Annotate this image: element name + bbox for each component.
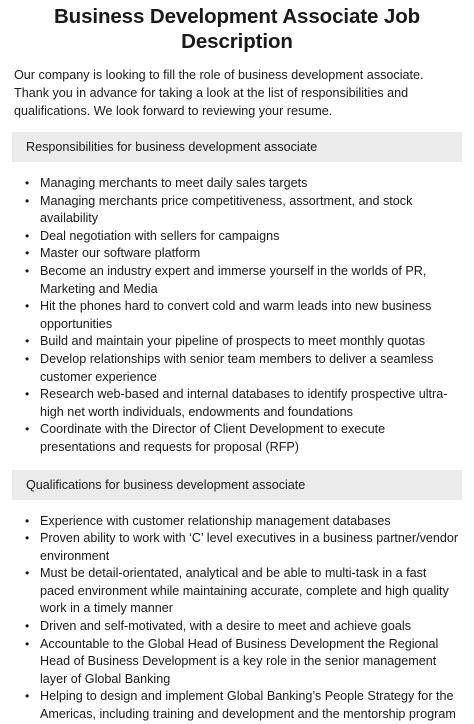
bullet-icon: • — [25, 246, 30, 261]
list-item — [12, 513, 462, 531]
bullet-icon: • — [25, 387, 30, 402]
responsibilities-header: Responsibilities for business development associate — [12, 132, 462, 162]
list-item-text: Develop relationships with senior team members to deliver a seamless customer experience — [40, 351, 434, 384]
list-item-text: Build and maintain your pipeline of prospects to meet monthly quotas — [40, 334, 426, 349]
list-item — [12, 175, 462, 193]
intro-paragraph: Our company is looking to fill the role of business development associate. Thank you in advance for taking a look at the list of responsibilities and qualifications. We look forward to reviewing your resume. — [14, 68, 424, 118]
list-item — [12, 386, 462, 421]
page-title: Business Development Associate Job Description — [53, 5, 421, 53]
bullet-icon: • — [25, 513, 30, 528]
list-item — [12, 688, 462, 723]
bullet-icon: • — [25, 636, 30, 651]
list-item-text: Managing merchants to meet daily sales targets — [40, 176, 308, 190]
bullet-icon: • — [25, 619, 30, 634]
list-item-text: Research web-based and internal databases to identify prospective ultra-high net worth individuals, endowments and foundations — [40, 387, 448, 419]
list-item-text: Driven and self-motivated, with a desire to meet and achieve goals — [40, 619, 412, 634]
bullet-icon: • — [25, 689, 30, 704]
list-item — [12, 228, 462, 246]
list-item-text: Must be detail-orientated, analytical and be able to multi-task in a fast paced environment while maintaining accurate, complete and high quality work in a timely manner — [40, 566, 449, 616]
list-item — [12, 298, 462, 333]
bullet-icon: • — [25, 422, 30, 437]
list-item — [12, 618, 462, 636]
bullet-icon: • — [25, 566, 30, 581]
list-item — [12, 351, 462, 386]
bullet-icon: • — [25, 334, 30, 349]
list-item — [12, 636, 462, 689]
list-item-text: Experience with customer relationship management databases — [40, 513, 391, 528]
bullet-icon: • — [25, 351, 30, 366]
bullet-icon: • — [25, 263, 30, 278]
bullet-icon: • — [25, 299, 30, 314]
list-item — [12, 193, 462, 228]
list-item-text: Become an industry expert and immerse yourself in the worlds of PR, Marketing and Media — [40, 263, 427, 296]
bullet-icon: • — [25, 228, 30, 243]
list-item-text: Accountable to the Global Head of Business Development the Regional Head of Business Development is a key role in the senior management layer of Global Banking — [40, 636, 439, 686]
list-item-text: Hit the phones hard to convert cold and warm leads into new business opportunities — [40, 299, 432, 331]
list-item — [12, 263, 462, 298]
list-item-text: Coordinate with the Director of Client Development to execute presentations and requests for proposal (RFP) — [40, 422, 386, 454]
list-item — [12, 421, 462, 456]
list-item — [12, 565, 462, 618]
list-item-text: Managing merchants price competitiveness, assortment, and stock availability — [40, 193, 413, 226]
list-item-text: Master our software platform — [40, 246, 201, 261]
bullet-icon: • — [25, 193, 30, 208]
list-item — [12, 333, 462, 351]
bullet-icon: • — [25, 176, 30, 190]
list-item — [12, 530, 462, 565]
list-item-text: Helping to design and implement Global Banking’s People Strategy for the Americas, including training and development and the mentorship program — [40, 689, 456, 722]
list-item — [12, 245, 462, 263]
qualifications-list — [12, 513, 462, 724]
responsibilities-list — [12, 175, 462, 457]
list-item-text: Proven ability to work with ‘C’ level executives in a business partner/vendor environment — [40, 531, 459, 563]
qualifications-header: Qualifications for business development associate — [12, 470, 462, 500]
bullet-icon: • — [25, 531, 30, 546]
list-item-text: Deal negotiation with sellers for campaigns — [40, 228, 280, 243]
